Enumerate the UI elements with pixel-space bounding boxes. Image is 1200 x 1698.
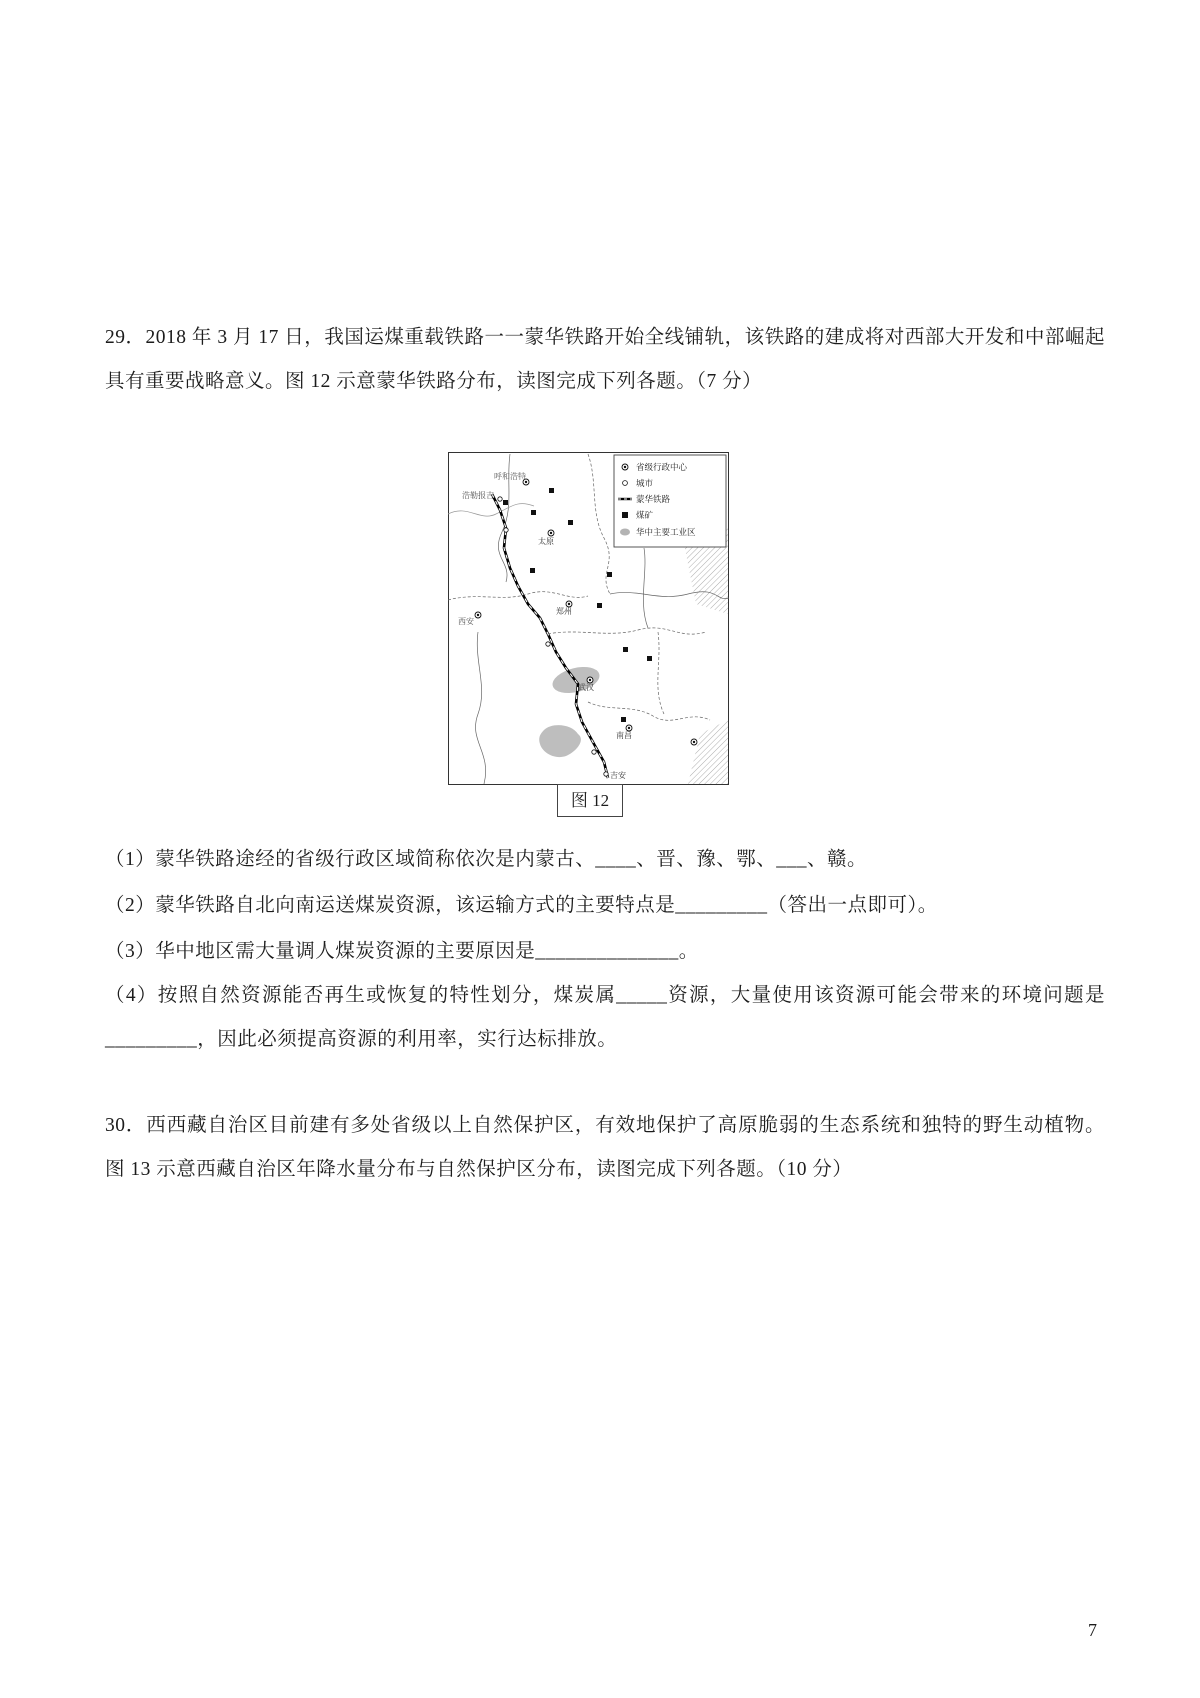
label-taiyuan: 太原 [538,537,554,546]
page-number: 7 [1088,1620,1097,1640]
question-30-intro: 30．西西藏自治区目前建有多处省级以上自然保护区，有效地保护了高原脆弱的生态系统和独特的野生动植物。图 13 示意西藏自治区年降水量分布与自然保护区分布，读图完成下列各题。（10 分） [105,1115,1105,1180]
question-29-sub2: （2）蒙华铁路自北向南运送煤炭资源，该运输方式的主要特点是_________（答出一点即可）。 [105,895,938,916]
legend-capital-icon [622,464,628,470]
legend-city-label: 城市 [636,479,654,489]
legend-industrial-icon [620,529,630,536]
figure-12-map [448,452,729,785]
label-jian: 吉安 [610,771,626,780]
question-29-sub3: （3）华中地区需大量调人煤炭资源的主要原因是______________。 [105,941,699,962]
figure-12-caption: 图 12 [557,784,623,817]
legend-industrial-label: 华中主要工业区 [636,528,696,538]
label-haolebaoji: 浩勒报吉 [462,491,494,500]
question-29-sub4: （4）按照自然资源能否再生或恢复的特性划分，煤炭属_____资源，大量使用该资源可能会带来的环境问题是_________，因此必须提高资源的利用率，实行达标排放。 [105,985,1105,1050]
legend-city-icon [623,481,628,486]
legend-coal-icon [622,512,628,518]
menghua-railway-map [448,452,729,785]
label-wuhan: 武汉 [578,683,594,692]
label-xian: 西安 [458,617,474,626]
legend-railway-label: 蒙华铁路 [636,495,671,505]
legend-coal-label: 煤矿 [636,511,654,521]
label-nanchang: 南昌 [616,731,632,740]
legend-capital-label: 省级行政中心 [636,463,688,473]
question-29-intro: 29．2018 年 3 月 17 日，我国运煤重载铁路一一蒙华铁路开始全线铺轨，该铁路的建成将对西部大开发和中部崛起具有重要战略意义。图 12 示意蒙华铁路分布，读图完成下列各题。（7 分） [105,327,1105,392]
question-29-sub1: （1）蒙华铁路途经的省级行政区域简称依次是内蒙古、____、晋、豫、鄂、___、赣。 [105,849,868,870]
map-legend [614,455,726,547]
label-zhengzhou: 郑州 [556,607,572,616]
label-hohhot: 呼和浩特 [494,472,526,481]
